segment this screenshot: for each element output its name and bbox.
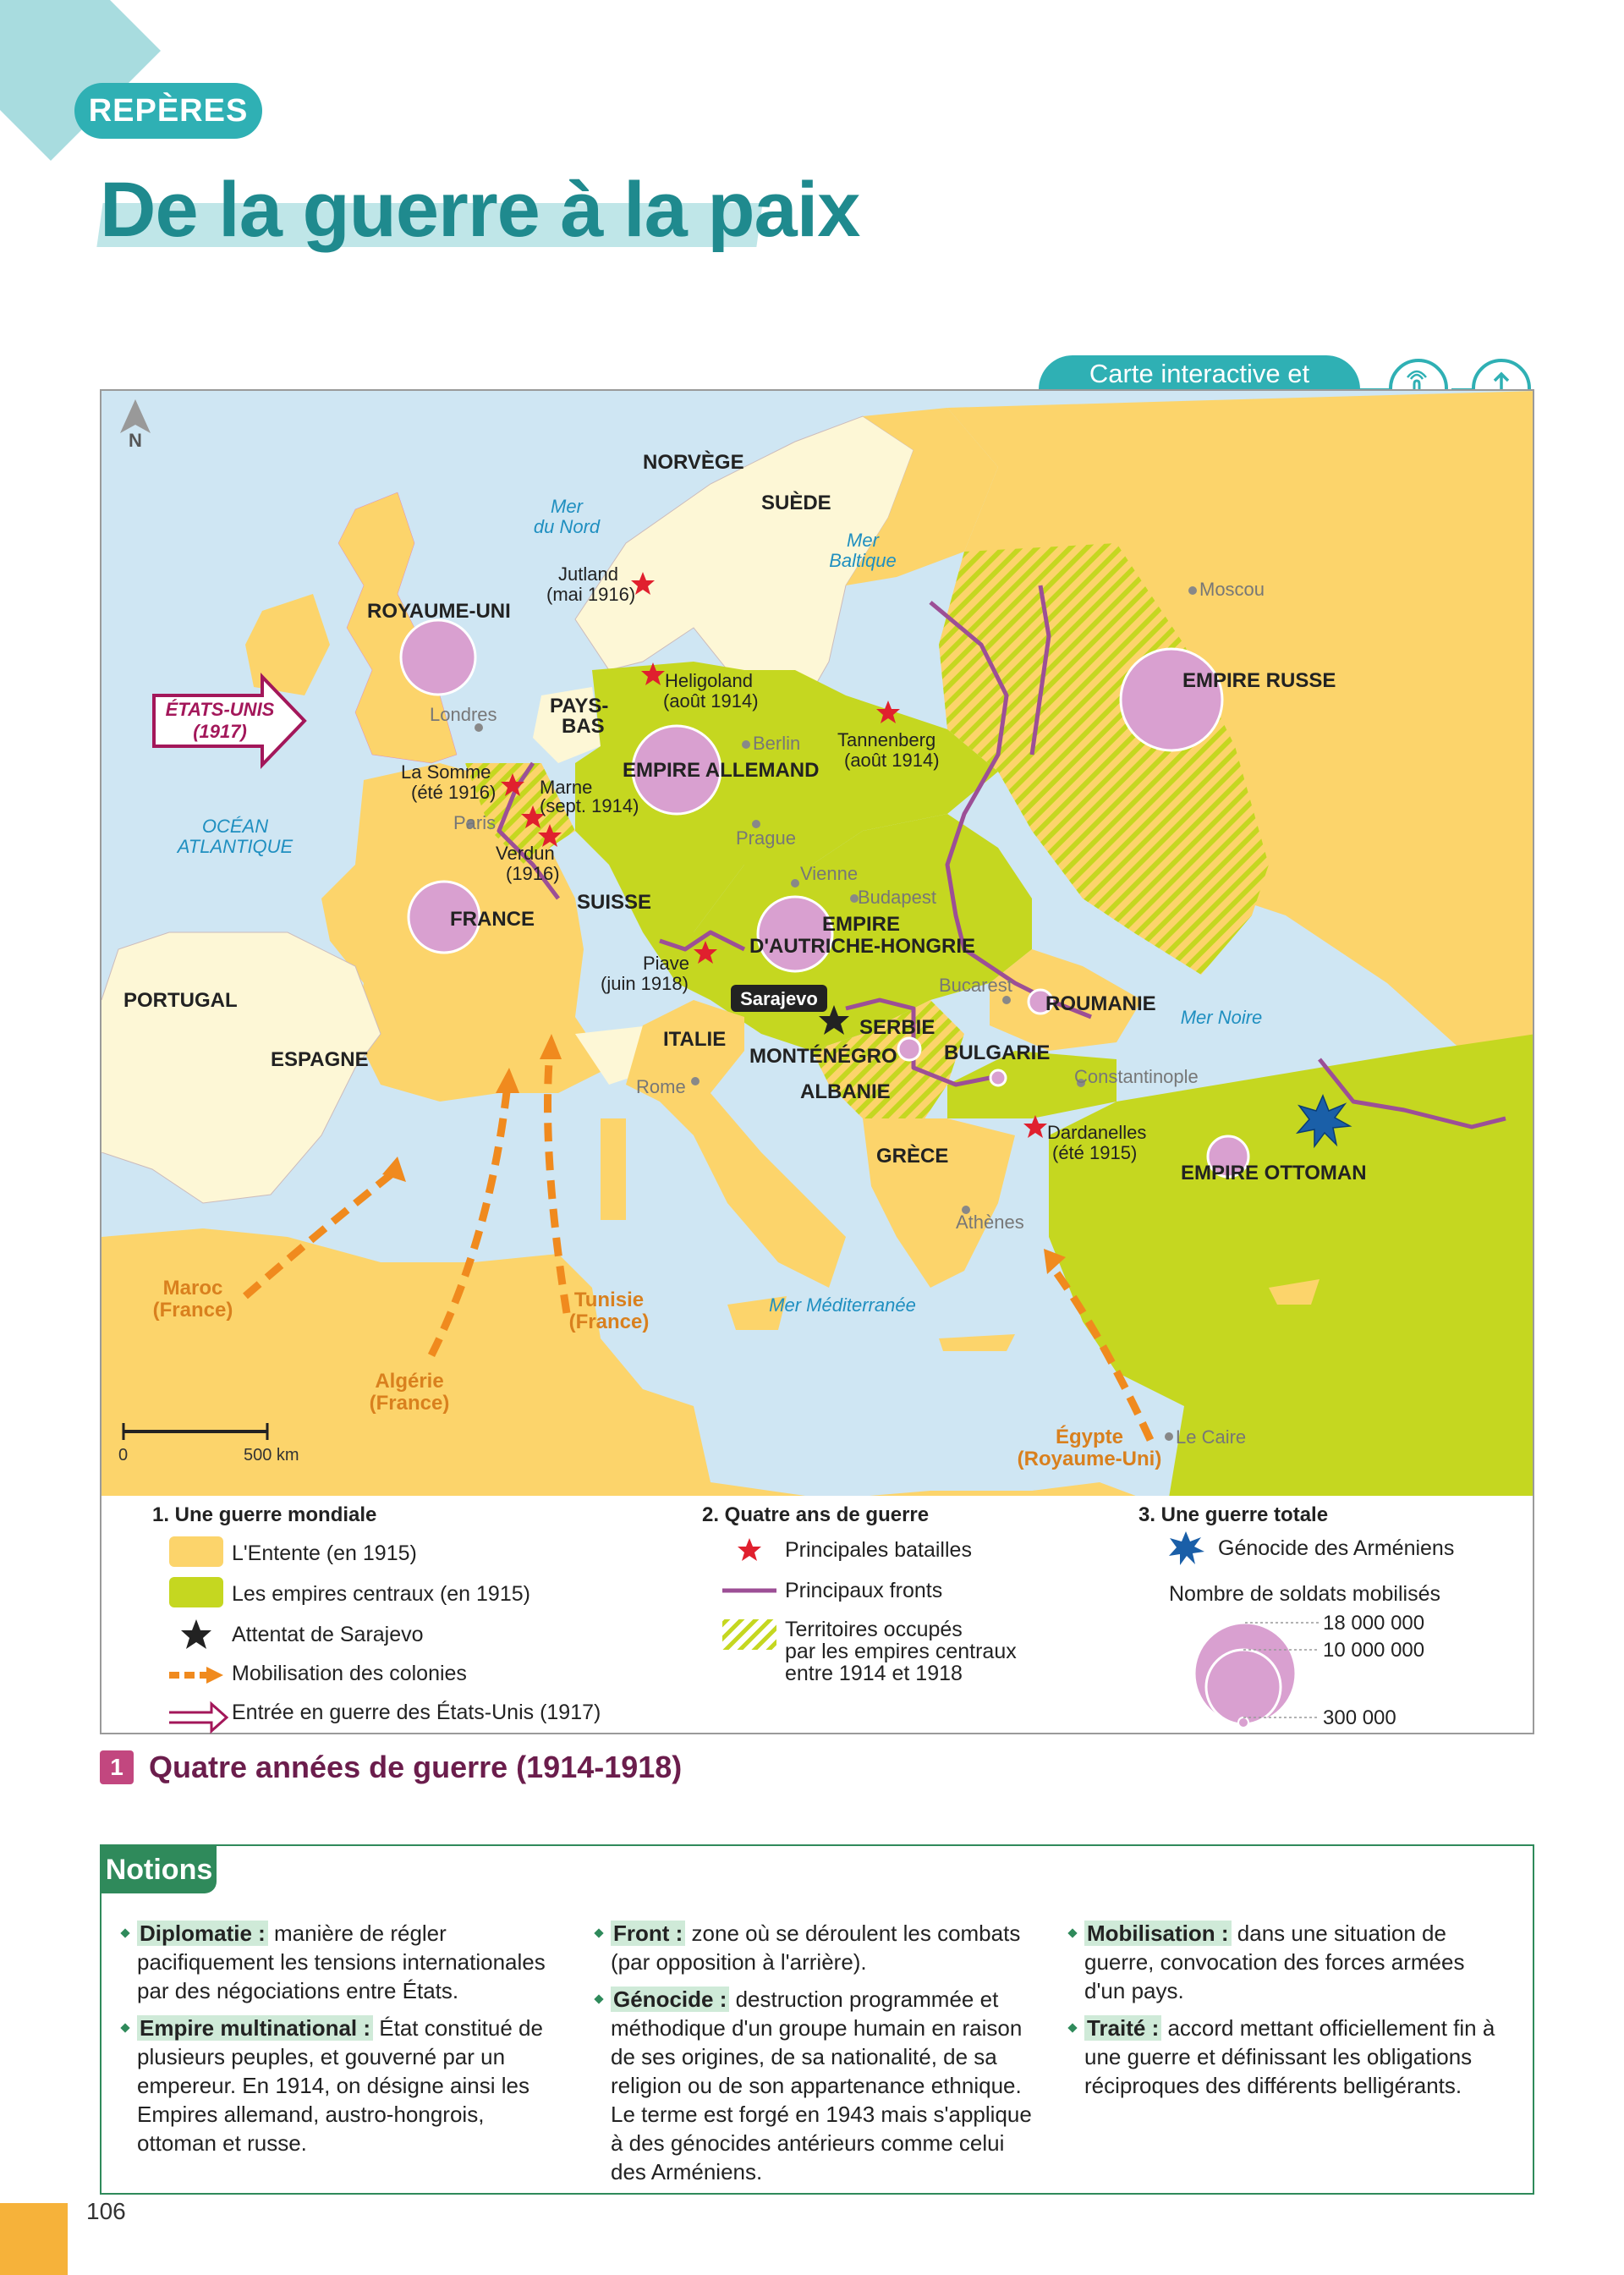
- label-royaume-uni: ROYAUME-UNI: [367, 600, 511, 623]
- svg-text:Marne: Marne: [540, 777, 593, 798]
- svg-text:Tunisie: Tunisie: [573, 1289, 645, 1311]
- map-legend: [100, 1496, 1534, 1734]
- svg-text:(1917): (1917): [193, 721, 247, 742]
- svg-text:Bucarest: Bucarest: [939, 975, 1012, 996]
- svg-text:Athènes: Athènes: [956, 1212, 1024, 1233]
- legend-usa-arrow: [169, 1704, 227, 1731]
- svg-text:par les empires centraux: par les empires centraux: [785, 1640, 1017, 1663]
- legend-occupied-swatch: [722, 1619, 776, 1650]
- svg-text:Algérie: Algérie: [375, 1370, 444, 1393]
- notion-traite: Traité : accord mettant officiellement fin à une guerre et définissant les obligations réciproques des différents belligérants.: [1067, 2014, 1507, 2100]
- svg-text:Londres: Londres: [430, 704, 497, 725]
- svg-text:OCÉAN: OCÉAN: [201, 816, 269, 837]
- map-caption: [100, 1750, 682, 1785]
- notion-diplomatie: Diplomatie : manière de régler pacifiquement les tensions internationales par des négociations entre États.: [120, 1919, 560, 2005]
- svg-text:Baltique: Baltique: [829, 550, 897, 571]
- notion-empire-multinational: Empire multinational : État constitué de plusieurs peuples, et gouverné par un empereur. En 1914, on désigne ainsi les Empires allemand, austro-hongrois, ottoman et russe.: [120, 2014, 560, 2157]
- svg-text:Nombre de soldats mobilisés: Nombre de soldats mobilisés: [1169, 1582, 1440, 1606]
- label-grece: GRÈCE: [876, 1145, 949, 1168]
- label-empire-allemand: EMPIRE ALLEMAND: [623, 759, 820, 782]
- svg-text:Sarajevo: Sarajevo: [740, 988, 818, 1009]
- svg-text:18 000 000: 18 000 000: [1323, 1612, 1425, 1635]
- label-montenegro: MONTÉNÉGRO: [749, 1045, 897, 1068]
- interactive-line-1: Carte interactive et: [1089, 359, 1310, 388]
- svg-text:Maroc: Maroc: [162, 1277, 223, 1300]
- svg-text:Mer: Mer: [847, 530, 879, 551]
- svg-text:ÉTATS-UNIS: ÉTATS-UNIS: [165, 699, 275, 720]
- label-serbie: SERBIE: [859, 1016, 935, 1039]
- svg-text:BAS: BAS: [562, 715, 605, 738]
- svg-text:Les empires centraux (en 1915): Les empires centraux (en 1915): [232, 1582, 530, 1606]
- notion-mobilisation: Mobilisation : dans une situation de guerre, convocation des forces armées d'un pays.: [1067, 1919, 1507, 2005]
- svg-text:Mer: Mer: [551, 496, 583, 517]
- svg-text:(juin 1918): (juin 1918): [601, 973, 689, 994]
- legend-genocide-icon: [1169, 1531, 1204, 1565]
- svg-text:Entrée en guerre des États-Uni: Entrée en guerre des États-Unis (1917): [232, 1701, 601, 1724]
- svg-text:500 km: 500 km: [244, 1446, 299, 1464]
- svg-text:Le Caire: Le Caire: [1176, 1426, 1247, 1448]
- svg-text:Dardanelles: Dardanelles: [1047, 1122, 1147, 1143]
- svg-text:Moscou: Moscou: [1199, 579, 1265, 600]
- label-autriche: EMPIRE: [822, 913, 901, 936]
- label-empire-russe: EMPIRE RUSSE: [1182, 669, 1336, 692]
- page-title: De la guerre à la paix: [100, 167, 860, 253]
- label-portugal: PORTUGAL: [123, 989, 238, 1012]
- notions-tag: Notions: [102, 1846, 217, 1893]
- svg-text:(Royaume-Uni): (Royaume-Uni): [1017, 1448, 1162, 1470]
- svg-text:(France): (France): [568, 1311, 650, 1333]
- notions-col-2: [594, 1919, 1034, 2195]
- svg-text:2. Quatre ans de guerre: 2. Quatre ans de guerre: [702, 1503, 930, 1526]
- svg-text:N: N: [129, 430, 142, 451]
- svg-text:Verdun: Verdun: [496, 843, 555, 864]
- caption-number: 1: [100, 1750, 134, 1784]
- svg-text:(sept. 1914): (sept. 1914): [540, 795, 639, 816]
- legend-section-3: [1138, 1503, 1454, 1729]
- svg-text:entre 1914 et 1918: entre 1914 et 1918: [785, 1662, 963, 1685]
- svg-text:(1916): (1916): [506, 863, 560, 884]
- svg-text:Piave: Piave: [643, 953, 690, 974]
- legend-section-1: [152, 1503, 601, 1731]
- svg-text:du Nord: du Nord: [533, 516, 601, 537]
- notion-front: Front : zone où se déroulent les combats (par opposition à l'arrière).: [594, 1919, 1034, 1976]
- label-italie: ITALIE: [663, 1028, 727, 1051]
- svg-text:Tannenberg: Tannenberg: [837, 729, 936, 750]
- svg-text:Heligoland: Heligoland: [665, 670, 753, 691]
- legend-battle-icon: [738, 1538, 761, 1561]
- svg-text:(août 1914): (août 1914): [844, 750, 940, 771]
- svg-text:(France): (France): [369, 1392, 450, 1415]
- label-france: FRANCE: [450, 908, 535, 931]
- svg-text:(été 1916): (été 1916): [411, 782, 497, 803]
- svg-text:ATLANTIQUE: ATLANTIQUE: [177, 836, 294, 857]
- label-norvege: NORVÈGE: [643, 451, 744, 474]
- notions-col-3: [1067, 1919, 1507, 2108]
- notions-col-1: [120, 1919, 560, 2166]
- caption-text: Quatre années de guerre (1914-1918): [149, 1750, 683, 1784]
- svg-text:(France): (France): [152, 1299, 233, 1322]
- svg-text:Mer Méditerranée: Mer Méditerranée: [769, 1294, 916, 1316]
- svg-text:300 000: 300 000: [1323, 1706, 1396, 1729]
- legend-entente-swatch: [169, 1536, 223, 1567]
- svg-text:L'Entente (en 1915): L'Entente (en 1915): [232, 1541, 417, 1565]
- notions-box: [100, 1844, 1534, 2195]
- legend-section-2: [702, 1503, 1017, 1685]
- svg-text:Budapest: Budapest: [858, 887, 936, 908]
- svg-text:Territoires occupés: Territoires occupés: [785, 1618, 963, 1641]
- label-bulgarie: BULGARIE: [944, 1041, 1051, 1064]
- page-number-bar: [0, 2203, 68, 2275]
- legend-star-icon: [181, 1619, 211, 1649]
- svg-text:Principaux fronts: Principaux fronts: [785, 1579, 943, 1602]
- page-number: 106: [86, 2198, 126, 2224]
- label-pays-bas: PAYS-: [550, 695, 609, 717]
- svg-text:0: 0: [118, 1446, 129, 1464]
- label-empire-ottoman: EMPIRE OTTOMAN: [1181, 1162, 1367, 1184]
- svg-text:Mobilisation des colonies: Mobilisation des colonies: [232, 1662, 467, 1685]
- svg-text:Mer Noire: Mer Noire: [1180, 1007, 1263, 1028]
- svg-text:Rome: Rome: [636, 1076, 686, 1097]
- svg-text:Jutland: Jutland: [558, 563, 618, 585]
- svg-text:(août 1914): (août 1914): [663, 690, 759, 712]
- svg-text:D'AUTRICHE-HONGRIE: D'AUTRICHE-HONGRIE: [749, 935, 976, 958]
- svg-text:Paris: Paris: [453, 812, 497, 833]
- legend-bubble-medium: [1206, 1650, 1281, 1724]
- svg-text:Égypte: Égypte: [1055, 1426, 1124, 1448]
- svg-text:(été 1915): (été 1915): [1052, 1142, 1138, 1163]
- svg-text:Attentat de Sarajevo: Attentat de Sarajevo: [232, 1623, 424, 1646]
- svg-text:La Somme: La Somme: [401, 761, 491, 783]
- svg-text:Principales batailles: Principales batailles: [785, 1538, 972, 1562]
- reperes-badge: REPÈRES: [74, 83, 262, 139]
- svg-text:1. Une guerre mondiale: 1. Une guerre mondiale: [152, 1503, 377, 1526]
- svg-text:(mai 1916): (mai 1916): [546, 584, 636, 605]
- label-suisse: SUISSE: [577, 891, 652, 914]
- svg-text:3. Une guerre totale: 3. Une guerre totale: [1138, 1503, 1329, 1526]
- sarajevo-tag: [731, 985, 827, 1012]
- legend-bubble-small: [1238, 1717, 1248, 1728]
- label-espagne: ESPAGNE: [271, 1048, 369, 1071]
- svg-text:Génocide des Arméniens: Génocide des Arméniens: [1218, 1536, 1455, 1560]
- svg-text:Berlin: Berlin: [753, 733, 801, 754]
- legend-centraux-swatch: [169, 1577, 223, 1607]
- label-roumanie: ROUMANIE: [1045, 992, 1156, 1015]
- svg-text:10 000 000: 10 000 000: [1323, 1639, 1425, 1662]
- label-albanie: ALBANIE: [800, 1080, 891, 1103]
- svg-text:Vienne: Vienne: [800, 863, 859, 884]
- label-suede: SUÈDE: [761, 492, 831, 514]
- notion-genocide: Génocide : destruction programmée et méthodique d'un groupe humain en raison de ses origines, de sa nationalité, de sa religion ou de son appartenance ethnique. Le terme est forgé en 1943 mais s'applique à des génocides antérieurs comme celui des Arméniens.: [594, 1985, 1034, 2186]
- svg-text:Constantinople: Constantinople: [1074, 1066, 1199, 1087]
- svg-text:Prague: Prague: [736, 827, 796, 849]
